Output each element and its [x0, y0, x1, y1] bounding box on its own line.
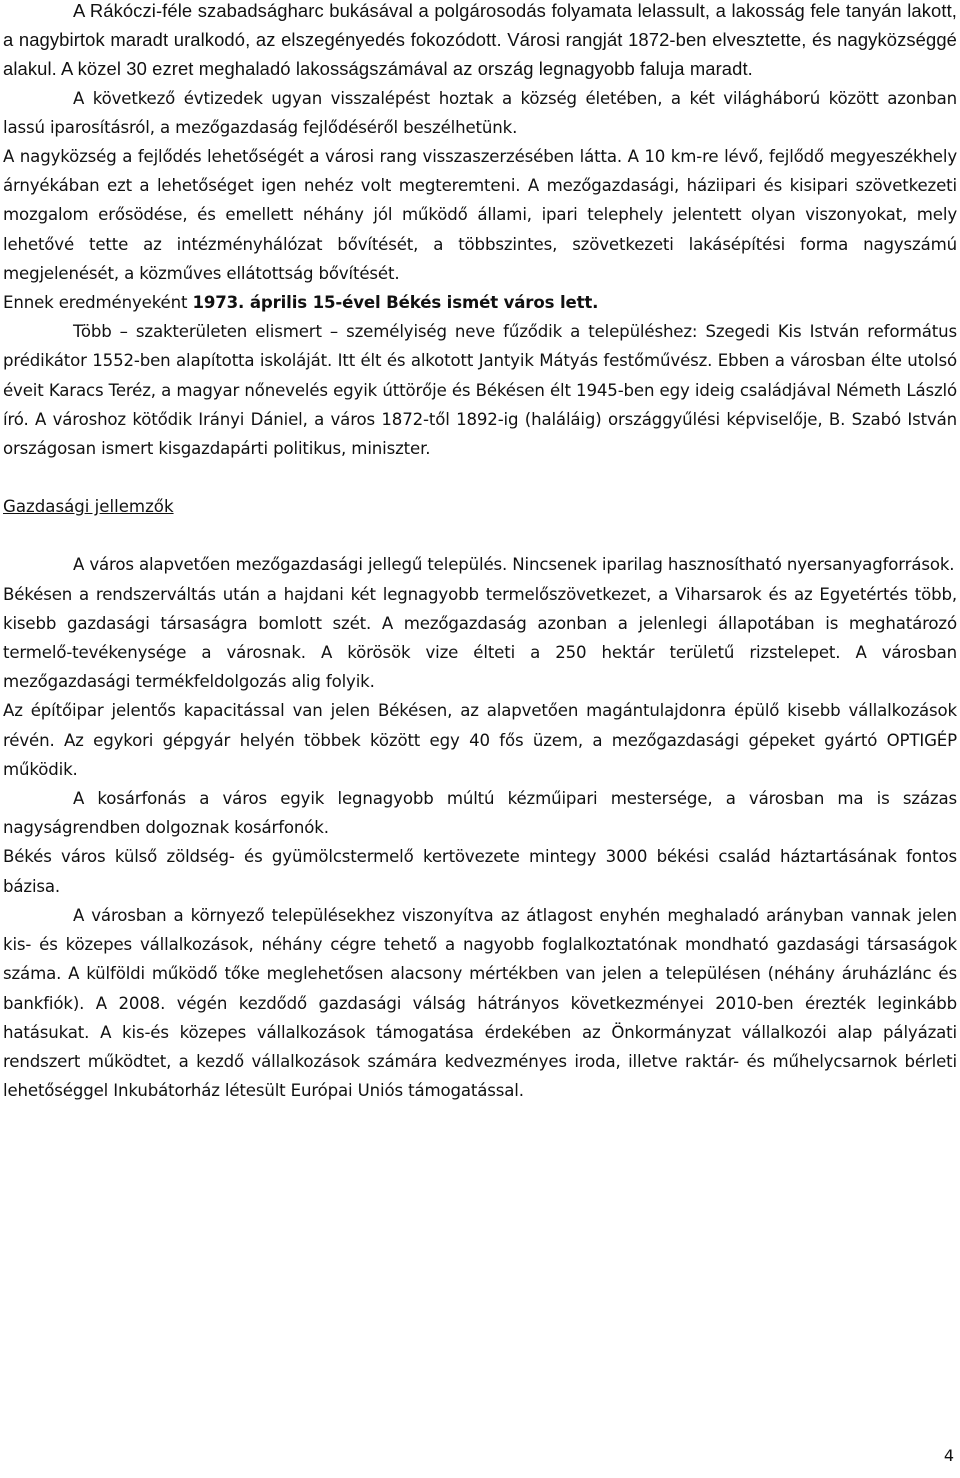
paragraph-economy-intro: A város alapvetően mezőgazdasági jellegű település. Nincsenek iparilag hasznosítható nyersanyagforrások. — [73, 555, 955, 575]
paragraph-gardens: Békés város külső zöldség- és gyümölcstermelő kertövezete mintegy 3000 békési család háztartásának fontos bázisa. — [3, 847, 957, 896]
paragraph-decline: A Rákóczi-féle szabadságharc bukásával a polgárosodás folyamata lelassult, a lakosság fele tanyán lakott, a nagybirtok maradt uralkodó, az elszegényedés fokozódott. Városi rangját 1872-ben elvesztette, és nagyközséggé alakul. A közel 30 ezret meghaladó lakosságszámával az ország legnagyobb faluja maradt. — [3, 0, 957, 80]
paragraph-personalities: Több – szakterületen elismert – személyiség neve fűződik a településhez: Szegedi Kis István református prédikátor 1552-ben alapította iskoláját. Itt élt és alkotott Jantyik Mátyás festőművész. Ebben a városban élte utolsó éveit Karacs Teréz, a magyar nőnevelés egyik úttörője és Békésen élt 1945-ben egy ideig családjával Németh László író. A városhoz kötődik Irányi Dániel, a város 1872-től 1892-ig (haláláig) országgyűlési képviselője, B. Szabó István országosan ismert kisgazdapárti politikus, miniszter. — [3, 322, 957, 459]
result-line — [3, 288, 957, 317]
section-heading: Gazdasági jellemzők — [3, 497, 174, 517]
paragraph-enterprises: A városban a környező településekhez viszonyítva az átlagost enyhén meghaladó arányban vannak jelen kis- és közepes vállalkozások, néhány cégre tehető a nagyobb foglalkoztatónak mondható gazdasági társaságok száma. A külföldi működő tőke meglehetősen alacsony mértékben van jelen a településen (néhány áruházlánc és bankfiók). A 2008. végén kezdődő gazdasági válság hátrányos következményei 2010-ben érezték leginkább hatásukat. A kis-és közepes vállalkozások támogatása érdekében az Önkormányzat vállalkozói alap pályázati rendszert működtet, a kezdő vállalkozások számára kedvezményes iroda, illetve raktár- és műhelycsarnok bérleti lehetőséggel Inkubátorház létesült Európai Uniós támogatással. — [3, 905, 957, 1101]
result-prefix: Ennek eredményeként — [3, 293, 193, 313]
paragraph-basketry: A kosárfonás a város egyik legnagyobb múltú kézműipari mestersége, a városban ma is százas nagyságrendben dolgoznak kosárfonók. — [3, 789, 957, 838]
paragraph-town-status: A nagyközség a fejlődés lehetőségét a városi rang visszaszerzésében látta. A 10 km-re lévő, fejlődő megyeszékhely árnyékában ezt a lehetőséget igen nehéz volt megteremteni. A mezőgazdasági, háziipari és kisipari szövetkezeti mozgalom erősödése, és emellett néhány jól működő állami, ipari telephely jelentett olyan viszonyokat, mely lehetővé tette az intézményhálózat bővítését, a többszintes, szövetkezeti lakásépítési forma nagyszámú megjelenését, a közműves ellátottság bővítését. — [3, 147, 957, 283]
paragraph-agriculture: Békésen a rendszerváltás után a hajdani két legnagyobb termelőszövetkezet, a Viharsarok és az Egyetértés több, kisebb gazdasági társaságra bomlott szét. A mezőgazdaság azonban a jelenlegi állapotában is meghatározó termelő-tevékenysége a városnak. A körösök vize élteti a 250 hektár területű rizstelepet. A városban mezőgazdasági termékfeldolgozás alig folyik. — [3, 584, 957, 692]
paragraph-interwar: A következő évtizedek ugyan visszalépést hoztak a község életében, a két világháború között azonban lassú iparosításról, a mezőgazdaság fejlődéséről beszélhetünk. — [3, 88, 957, 137]
result-bold: 1973. április 15-ével Békés ismét város lett. — [192, 293, 599, 313]
document-page — [3, 0, 957, 1105]
page-number: 4 — [943, 1446, 954, 1465]
paragraph-construction: Az építőipar jelentős kapacitással van jelen Békésen, az alapvetően magántulajdonra épülő kisebb vállalkozások révén. Az egykori gépgyár helyén többek között egy 40 fős üzem, a mezőgazdasági gépeket gyártó OPTIGÉP működik. — [3, 701, 957, 779]
